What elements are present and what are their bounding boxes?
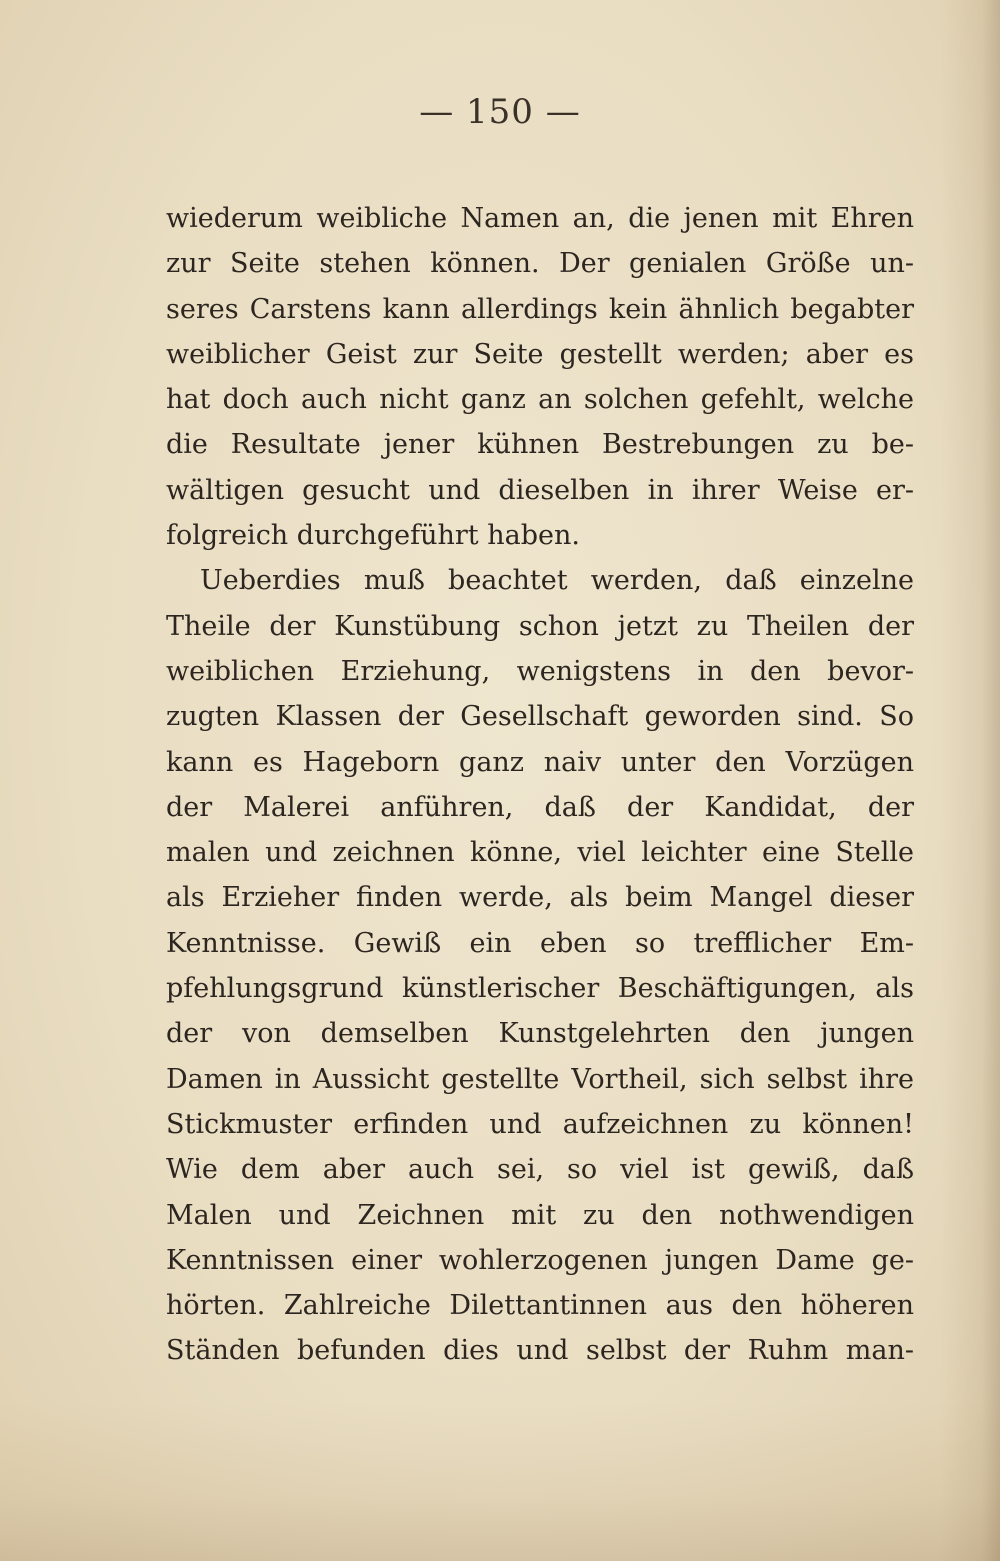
text-line: kann es Hageborn ganz naiv unter den Vorzügen — [166, 746, 914, 778]
text-line: weiblichen Erziehung, wenigstens in den bevor- — [166, 655, 914, 687]
text-line: Ständen befunden dies und selbst der Ruhm man- — [166, 1335, 914, 1367]
text-line: der Malerei anführen, daß der Kandidat, der — [166, 791, 914, 823]
text-line: wiederum weibliche Namen an, die jenen mit Ehren — [166, 203, 914, 234]
text-line: wältigen gesucht und dieselben in ihrer Weise er- — [166, 474, 914, 506]
text-line: folgreich durchgeführt haben. — [166, 520, 580, 552]
text-line: pfehlungsgrund künstlerischer Beschäftigungen, als — [166, 973, 914, 1005]
page-edge-shadow-right — [940, 0, 1000, 1561]
text-line: Kenntnisse. Gewiß ein eben so trefflicher Em- — [166, 927, 914, 959]
body-text — [166, 196, 914, 1374]
text-line: malen und zeichnen könne, viel leichter eine Stelle — [166, 837, 914, 869]
text-line: Kenntnissen einer wohlerzogenen jungen Dame ge- — [166, 1244, 914, 1276]
text-line: zur Seite stehen können. Der genialen Größe un- — [166, 248, 914, 280]
text-line: die Resultate jener kühnen Bestrebungen zu be- — [166, 429, 914, 461]
text-line: Ueberdies muß beachtet werden, daß einzelne — [200, 565, 914, 597]
page-number-header: — 150 — — [419, 92, 581, 132]
text-line: Wie dem aber auch sei, so viel ist gewiß, daß — [166, 1154, 914, 1186]
text-line: Malen und Zeichnen mit zu den nothwendigen — [166, 1199, 914, 1231]
text-line: hörten. Zahlreiche Dilettantinnen aus den höheren — [166, 1290, 914, 1322]
page-edge-shadow-bottom — [0, 1401, 1000, 1561]
text-line: Theile der Kunstübung schon jetzt zu Theilen der — [166, 610, 914, 642]
text-line: weiblicher Geist zur Seite gestellt werden; aber es — [166, 338, 914, 370]
text-line: hat doch auch nicht ganz an solchen gefehlt, welche — [166, 384, 914, 416]
text-line: Stickmuster erfinden und aufzeichnen zu können! — [166, 1108, 914, 1140]
text-line: als Erzieher finden werde, als beim Mangel dieser — [166, 882, 914, 914]
text-line: seres Carstens kann allerdings kein ähnlich begabter — [166, 293, 914, 325]
text-line: Damen in Aussicht gestellte Vortheil, sich selbst ihre — [166, 1063, 914, 1095]
text-line: zugten Klassen der Gesellschaft geworden sind. So — [166, 701, 914, 733]
text-line: der von demselben Kunstgelehrten den jungen — [166, 1018, 914, 1050]
